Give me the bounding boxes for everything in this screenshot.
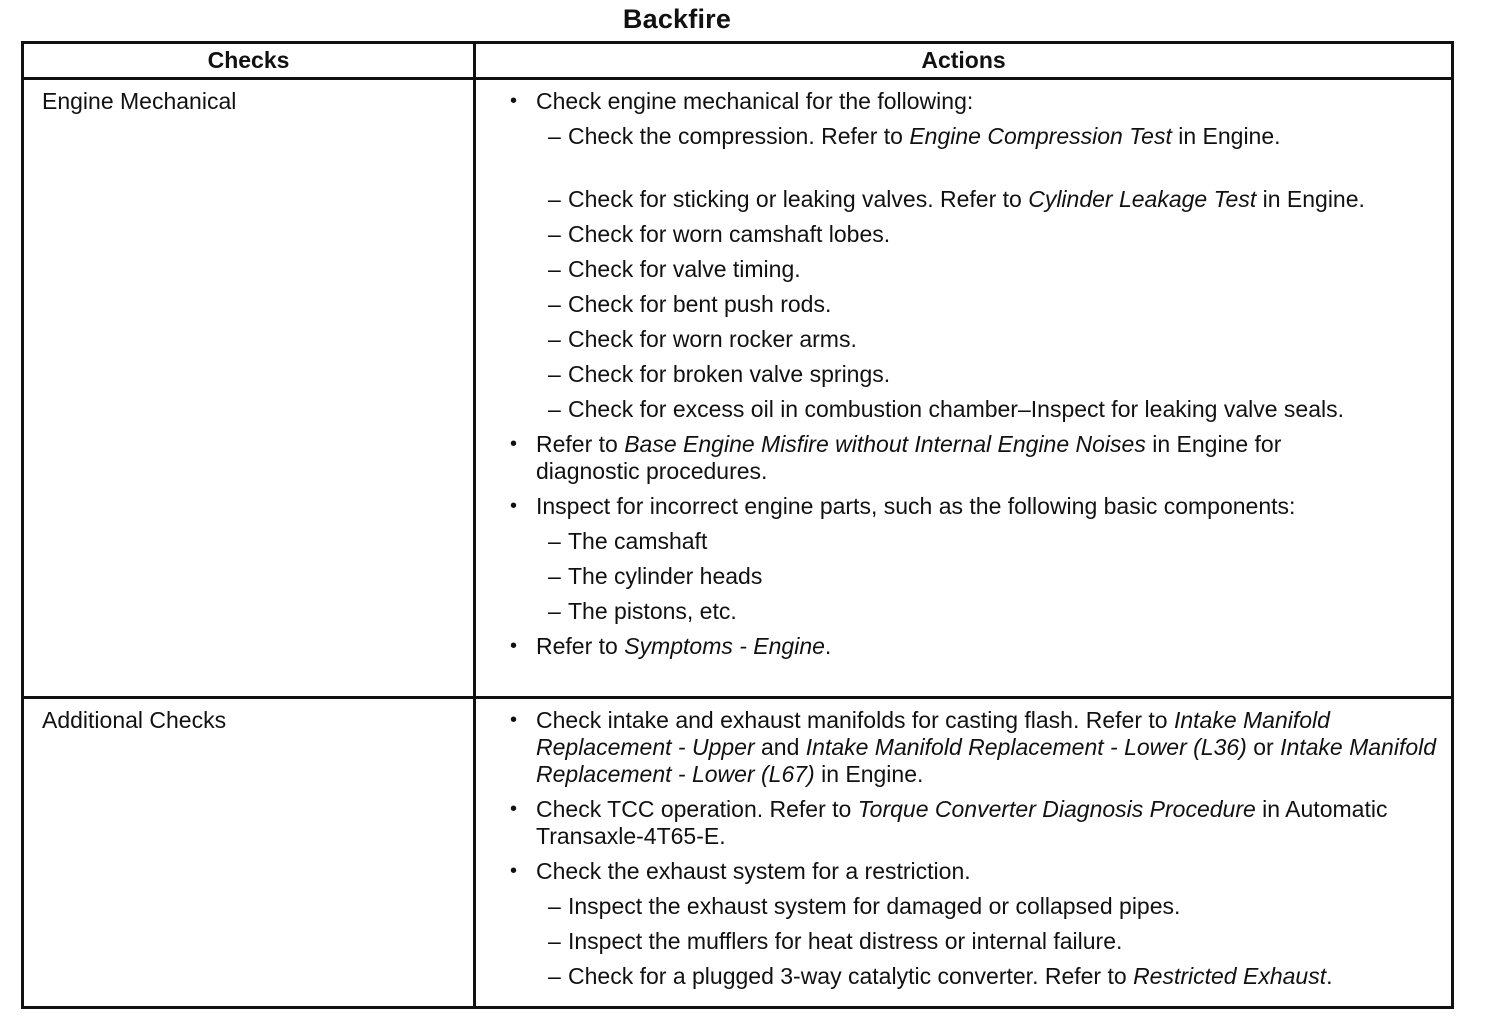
actions-cell (475, 698, 1453, 1008)
list-item: • Check the exhaust system for a restriction. (510, 858, 971, 884)
bullet-icon: • (510, 495, 518, 517)
dash-icon: – (548, 598, 561, 624)
sub-list-item: – The cylinder heads (548, 563, 763, 589)
sub-list-item: – Inspect the exhaust system for damaged or collapsed pipes. (548, 893, 1181, 919)
reference-link: Intake Manifold Replacement - Lower (L67) (536, 734, 1437, 787)
sub-list-item: – Check for a plugged 3-way catalytic converter. Refer to Restricted Exhaust. (548, 963, 1333, 989)
actions-cell (475, 79, 1453, 698)
sub-list-item: – Check for valve timing. (548, 256, 801, 282)
dash-icon: – (548, 291, 561, 317)
check-cell: Additional Checks (23, 698, 475, 1008)
check-cell: Engine Mechanical (23, 79, 475, 698)
bullet-icon: • (510, 798, 518, 820)
bullet-icon: • (510, 709, 518, 731)
list-item: • Refer to Base Engine Misfire without Internal Engine Noises in Engine for diagnostic procedures. (510, 431, 1282, 484)
checks-header: Checks (23, 43, 475, 79)
sub-list-item: – Check for sticking or leaking valves. Refer to Cylinder Leakage Test in Engine. (548, 186, 1365, 212)
reference-link: Symptoms - Engine (624, 633, 825, 659)
reference-link: Intake Manifold Replacement - Upper (536, 707, 1330, 760)
dash-icon: – (548, 963, 561, 989)
diagnostic-table (21, 41, 1454, 1009)
bullet-icon: • (510, 860, 518, 882)
dash-icon: – (548, 396, 561, 422)
reference-link: Engine Compression Test (909, 123, 1172, 149)
dash-icon: – (548, 123, 561, 149)
sub-list-item: – Inspect the mufflers for heat distress or internal failure. (548, 928, 1123, 954)
sub-list-item: – Check for worn camshaft lobes. (548, 221, 891, 247)
table-row (23, 79, 1453, 698)
dash-icon: – (548, 893, 561, 919)
page-title: Backfire (622, 4, 732, 34)
sub-list-item: – Check for bent push rods. (548, 291, 832, 317)
sub-list-item: – Check for excess oil in combustion chamber–Inspect for leaking valve seals. (548, 396, 1344, 422)
reference-link: Base Engine Misfire without Internal Engine Noises (624, 431, 1146, 457)
sub-list-item: – Check for broken valve springs. (548, 361, 891, 387)
sub-list-item: – The pistons, etc. (548, 598, 737, 624)
list-item: • Refer to Symptoms - Engine. (510, 633, 832, 659)
dash-icon: – (548, 186, 561, 212)
table-header-row (23, 43, 1453, 79)
list-item: • Check TCC operation. Refer to Torque Converter Diagnosis Procedure in Automatic Transaxle-4T65-E. (510, 796, 1388, 849)
bullet-icon: • (510, 635, 518, 657)
dash-icon: – (548, 361, 561, 387)
reference-link: Torque Converter Diagnosis Procedure (857, 796, 1256, 822)
reference-link: Restricted Exhaust (1133, 963, 1327, 989)
dash-icon: – (548, 221, 561, 247)
list-item: • Check engine mechanical for the following: (510, 88, 974, 114)
bullet-icon: • (510, 90, 518, 112)
sub-list-item: – Check the compression. Refer to Engine Compression Test in Engine. (548, 123, 1281, 149)
reference-link: Intake Manifold Replacement - Lower (L36) (805, 734, 1247, 760)
list-item: • Inspect for incorrect engine parts, such as the following basic components: (510, 493, 1296, 519)
bullet-icon: • (510, 433, 518, 455)
dash-icon: – (548, 256, 561, 282)
list-item: • Check intake and exhaust manifolds for casting flash. Refer to Intake Manifold Replacement - Upper and Intake Manifold Replacement - Lower (L36) or Intake Manifold Replacement - Lower (L67) in Engine. (510, 707, 1437, 787)
table-row (23, 698, 1453, 1008)
dash-icon: – (548, 928, 561, 954)
dash-icon: – (548, 563, 561, 589)
actions-header: Actions (475, 43, 1453, 79)
sub-list-item: – Check for worn rocker arms. (548, 326, 857, 352)
dash-icon: – (548, 326, 561, 352)
reference-link: Cylinder Leakage Test (1028, 186, 1257, 212)
dash-icon: – (548, 528, 561, 554)
sub-list-item: – The camshaft (548, 528, 708, 554)
